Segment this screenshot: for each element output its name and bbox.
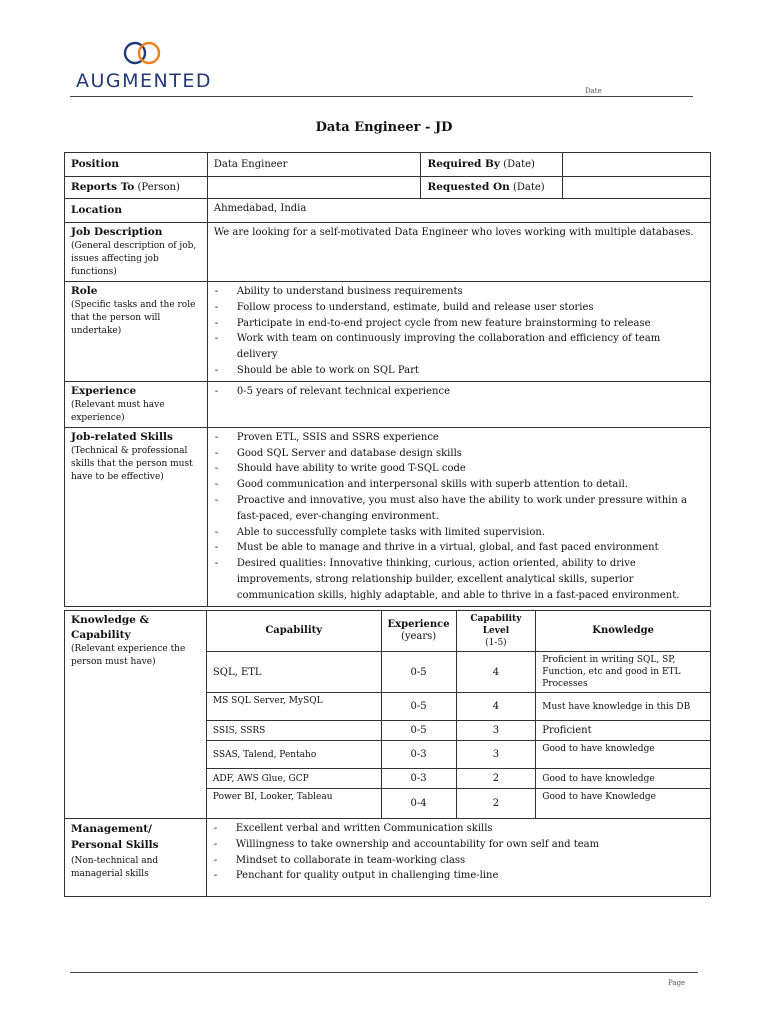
job-description-value: We are looking for a self-motivated Data Engineer who loves working with multiple databases. <box>207 223 710 282</box>
list-item: - Good communication and interpersonal skills with superb attention to detail. <box>214 477 704 493</box>
job-details-table <box>64 152 711 607</box>
required-by-cell <box>421 153 563 177</box>
list-item: - Good SQL Server and database design skills <box>214 446 704 462</box>
required-by-value <box>563 153 711 177</box>
management-items-cell <box>206 819 710 897</box>
reports-to-label: Reports To <box>71 181 135 193</box>
list-item: - 0-5 years of relevant technical experience <box>214 384 704 400</box>
header-date-label: Date <box>585 87 602 95</box>
knowledge-cell: Good to have knowledge <box>536 741 711 769</box>
list-item: - Should be able to work on SQL Part <box>214 363 704 379</box>
list-item: - Willingness to take ownership and accountability for own self and team <box>213 837 704 853</box>
role-label: Role <box>71 285 98 297</box>
list-item: - Proven ETL, SSIS and SSRS experience <box>214 430 704 446</box>
role-row <box>65 282 711 382</box>
knowledge-cell: Good to have knowledge <box>536 769 711 789</box>
experience-row <box>65 381 711 427</box>
level-cell: 3 <box>456 741 536 769</box>
management-sub: (Non-technical and managerial skills <box>71 856 159 879</box>
experience-list <box>214 384 704 400</box>
requested-on-note: (Date) <box>512 182 545 193</box>
list-item: - Excellent verbal and written Communication skills <box>213 821 704 837</box>
logo-text: AUGMENTED <box>76 70 212 92</box>
list-item: - Ability to understand business requirements <box>214 284 704 300</box>
list-item: - Must be able to manage and thrive in a virtual, global, and fast paced environment <box>214 540 704 556</box>
location-row <box>65 199 711 223</box>
job-description-label: Job Description <box>71 226 163 238</box>
experience-header-text: Experience <box>387 619 450 630</box>
list-item: - Participate in end-to-end project cycle from new feature brainstorming to release <box>214 316 704 332</box>
list-item: - Proactive and innovative, you must also have the ability to work under pressure within a fast-paced, ever-changing environment. <box>214 493 704 525</box>
role-sub: (Specific tasks and the role that the person will undertake) <box>71 300 196 336</box>
job-description-row <box>65 223 711 282</box>
location-value: Ahmedabad, India <box>207 199 710 223</box>
capability-cell: SQL, ETL <box>206 652 381 693</box>
knowledge-cell: Must have knowledge in this DB <box>536 693 711 721</box>
capability-cell: ADF, AWS Glue, GCP <box>206 769 381 789</box>
reports-row <box>65 177 711 199</box>
knowledge-column-header: Knowledge <box>536 611 711 652</box>
knowledge-cell: Proficient in writing SQL, SP, Function, etc and good in ETL Processes <box>536 652 711 693</box>
knowledge-capability-table <box>64 610 711 897</box>
reports-to-cell <box>65 177 208 199</box>
role-items-cell <box>207 282 710 382</box>
reports-to-value <box>207 177 421 199</box>
position-row <box>65 153 711 177</box>
footer-page-mark: Page <box>668 979 686 987</box>
role-label-cell <box>65 282 208 382</box>
requested-on-cell <box>421 177 563 199</box>
list-item: - Penchant for quality output in challenging time-line <box>213 868 704 884</box>
capability-cell: Power BI, Looker, Tableau <box>206 789 381 819</box>
experience-label: Experience <box>71 384 137 397</box>
experience-cell: 0-3 <box>381 769 456 789</box>
logo-rings-icon <box>122 40 164 66</box>
capability-cell: MS SQL Server, MySQL <box>206 693 381 721</box>
company-logo <box>76 40 212 96</box>
experience-cell: 0-5 <box>381 693 456 721</box>
knowledge-header-row <box>65 611 711 652</box>
knowledge-sub: (Relevant experience the person must have) <box>71 644 186 667</box>
job-description-sub: (General description of job, issues affecting job functions) <box>71 241 197 277</box>
experience-cell: 0-5 <box>381 652 456 693</box>
list-item: - Able to successfully complete tasks with limited supervision. <box>214 525 704 541</box>
experience-sub: (Relevant must have experience) <box>71 399 165 423</box>
list-item: - Desired qualities: Innovative thinking, curious, action oriented, ability to drive improvements, strong relationship builder, excellent analytical skills, superior communication skills, highly adaptable, and able to thrive in a fast-paced environment. <box>214 556 704 603</box>
skills-label-cell <box>65 427 208 606</box>
experience-items-cell <box>207 381 710 427</box>
skills-items-cell <box>207 427 710 606</box>
experience-header-unit: (years) <box>400 631 437 642</box>
management-list <box>213 821 704 884</box>
location-label: Location <box>65 199 208 223</box>
list-item: - Work with team on continuously improving the collaboration and efficiency of team delivery <box>214 331 704 363</box>
list-item: - Should have ability to write good T-SQL code <box>214 461 704 477</box>
list-item: - Mindset to collaborate in team-working class <box>213 853 704 869</box>
requested-on-label: Requested On <box>427 181 510 193</box>
skills-sub: (Technical & professional skills that the person must have to be effective) <box>71 445 193 482</box>
experience-cell: 0-3 <box>381 741 456 769</box>
skills-row <box>65 427 711 606</box>
level-header-range: (1-5) <box>485 638 507 648</box>
capability-cell: SSAS, Talend, Pentaho <box>206 741 381 769</box>
management-row <box>65 819 711 897</box>
job-description-label-cell <box>65 223 208 282</box>
experience-cell: 0-5 <box>381 721 456 741</box>
capability-column-header: Capability <box>206 611 381 652</box>
capability-cell: SSIS, SSRS <box>206 721 381 741</box>
level-cell: 4 <box>456 693 536 721</box>
experience-cell: 0-4 <box>381 789 456 819</box>
role-list <box>214 284 704 379</box>
list-item: - Follow process to understand, estimate, build and release user stories <box>214 300 704 316</box>
reports-to-note: (Person) <box>137 182 180 193</box>
required-by-note: (Date) <box>503 159 535 170</box>
required-by-label: Required By <box>427 158 501 170</box>
level-cell: 2 <box>456 789 536 819</box>
position-value: Data Engineer <box>207 153 421 177</box>
management-label: Management/ Personal Skills <box>71 823 159 851</box>
level-cell: 4 <box>456 652 536 693</box>
knowledge-cell: Good to have Knowledge <box>536 789 711 819</box>
experience-column-header <box>381 611 456 652</box>
skills-list <box>214 430 704 604</box>
knowledge-label: Knowledge & Capability <box>71 614 149 641</box>
knowledge-label-cell <box>65 611 207 819</box>
level-cell: 2 <box>456 769 536 789</box>
experience-label-cell <box>65 381 208 427</box>
header-divider <box>70 96 693 97</box>
skills-label: Job-related Skills <box>71 430 173 443</box>
document-title: Data Engineer - JD <box>315 120 453 135</box>
level-cell: 3 <box>456 721 536 741</box>
footer-divider <box>70 972 698 973</box>
position-label: Position <box>65 153 208 177</box>
level-header-text: Capability Level <box>470 614 522 636</box>
knowledge-cell: Proficient <box>536 721 711 741</box>
level-column-header <box>456 611 536 652</box>
management-label-cell <box>65 819 207 897</box>
requested-on-value <box>563 177 711 199</box>
